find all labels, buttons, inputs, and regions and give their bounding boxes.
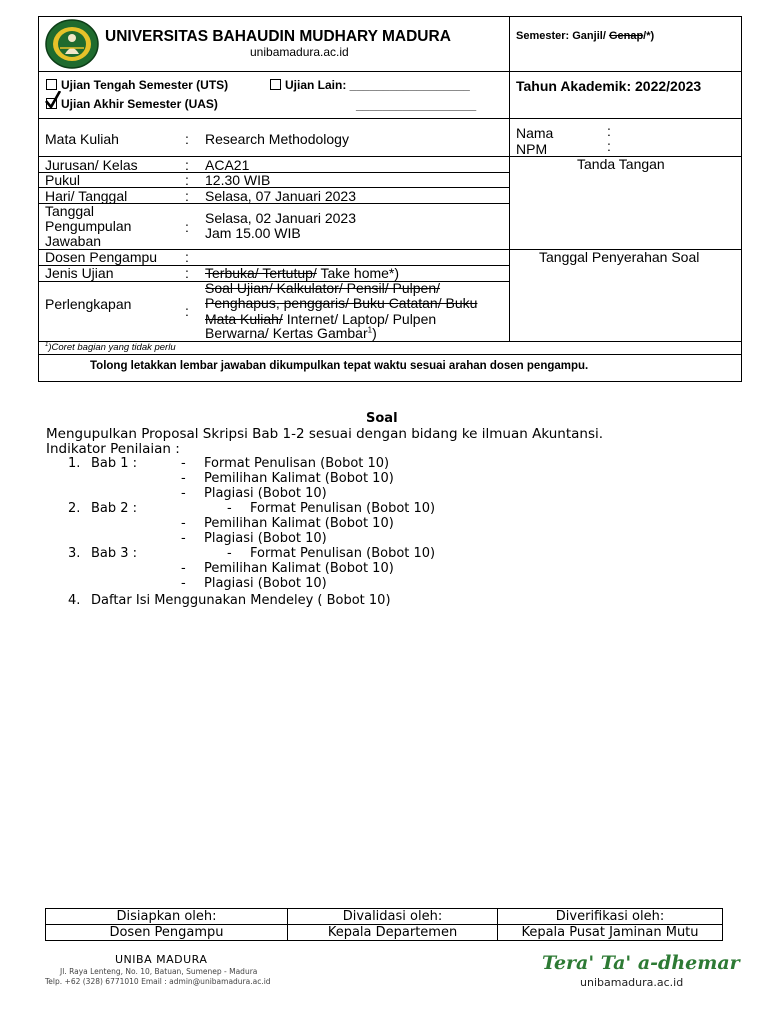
tanggal-penyerahan-label: Tanggal Penyerahan Soal	[539, 249, 700, 265]
list-item: Format Penulisan (Bobot 10)	[204, 456, 390, 471]
table-cell: Kepala Departemen	[288, 925, 498, 941]
exam-other-blank: __________________	[356, 98, 477, 112]
colon: :	[185, 219, 189, 235]
list-bullet: -	[181, 531, 186, 546]
item-label: Bab 2 :	[91, 501, 138, 516]
list-bullet: -	[181, 561, 186, 576]
field-label-mata-kuliah: Mata Kuliah	[45, 131, 119, 147]
field-label-hari: Hari/ Tanggal	[45, 188, 128, 204]
footer-address: Jl. Raya Lenteng, No. 10, Batuan, Sumenep - Madura	[60, 967, 258, 976]
perlengkapan-line-4: Berwarna/ Kertas Gambar$^1$)	[205, 325, 377, 341]
checkbox-uas[interactable]	[46, 98, 57, 109]
colon: :	[607, 138, 611, 154]
item-number: 4.	[68, 593, 81, 608]
colon: :	[607, 123, 611, 139]
item-number: 1.	[68, 456, 81, 471]
field-label-perlengkapan: Perlengkapan	[45, 296, 132, 312]
list-bullet: -	[181, 576, 186, 591]
field-value-jenis-ujian: Terbuka/ Tertutup/ Take home*)	[205, 265, 400, 281]
field-value-hari: Selasa, 07 Januari 2023	[205, 188, 356, 204]
list-bullet: -	[181, 516, 186, 531]
indikator-label: Indikator Penilaian :	[46, 441, 180, 457]
field-value-tanggal-2: Jam 15.00 WIB	[205, 225, 301, 241]
list-bullet: -	[181, 486, 186, 501]
field-label-tanggal-2: Pengumpulan	[45, 218, 132, 234]
exam-uas-option[interactable]: Ujian Akhir Semester (UAS)	[46, 97, 218, 111]
list-item: Pemilihan Kalimat (Bobot 10)	[204, 561, 394, 576]
list-bullet: -	[181, 456, 186, 471]
field-label-pukul: Pukul	[45, 172, 81, 188]
list-item: Pemilihan Kalimat (Bobot 10)	[204, 471, 394, 486]
table-cell: Disiapkan oleh:	[46, 909, 288, 925]
field-value-mata-kuliah: Research Methodology	[205, 131, 349, 147]
university-logo-icon	[44, 18, 100, 70]
nama-label: Nama	[516, 125, 554, 141]
list-item: Format Penulisan (Bobot 10)	[250, 501, 436, 516]
list-item: Format Penulisan (Bobot 10)	[250, 546, 436, 561]
field-label-jurusan: Jurusan/ Kelas	[45, 157, 138, 173]
university-name: UNIVERSITAS BAHAUDIN MUDHARY MADURA	[105, 28, 451, 45]
soal-title: Soal	[366, 411, 398, 426]
footer-website: unibamadura.ac.id	[580, 976, 684, 989]
footnote: $^1$)Coret bagian yang tidak perlu	[45, 342, 176, 354]
checkmark-icon	[45, 91, 61, 109]
perlengkapan-line-1: Soal Ujian/ Kalkulator/ Pensil/ Pulpen/	[205, 280, 441, 296]
list-bullet: -	[227, 501, 232, 516]
exam-uts-option[interactable]: Ujian Tengah Semester (UTS)	[46, 78, 228, 92]
colon: :	[185, 157, 189, 173]
footer-motto: Tera' Ta' a-dhemar	[542, 952, 740, 974]
field-value-jurusan: ACA21	[205, 157, 250, 173]
field-label-tanggal-3: Jawaban	[45, 233, 102, 249]
checkbox-other[interactable]	[270, 79, 281, 90]
field-label-tanggal-1: Tanggal	[45, 203, 95, 219]
list-item: Pemilihan Kalimat (Bobot 10)	[204, 516, 394, 531]
semester-label: Semester: Ganjil/ Genap/*)	[516, 30, 655, 42]
academic-year: Tahun Akademik: 2022/2023	[516, 78, 702, 94]
table-row	[46, 925, 723, 941]
list-item: Plagiasi (Bobot 10)	[204, 486, 327, 501]
exam-other-option[interactable]: Ujian Lain: __________________	[270, 78, 470, 92]
item-number: 2.	[68, 501, 81, 516]
colon: :	[185, 303, 189, 319]
field-value-tanggal-1: Selasa, 02 Januari 2023	[205, 210, 356, 226]
soal-intro: Mengupulkan Proposal Skripsi Bab 1-2 sesuai dengan bidang ke ilmuan Akuntansi.	[46, 426, 604, 442]
item-text: Daftar Isi Menggunakan Mendeley ( Bobot 10)	[91, 593, 391, 608]
list-bullet: -	[227, 546, 232, 561]
column-divider	[509, 16, 510, 341]
notice-text: Tolong letakkan lembar jawaban dikumpulkan tepat waktu sesuai arahan dosen pengampu.	[90, 360, 589, 372]
footer-contact: Telp. +62 (328) 6771010 Email : admin@unibamadura.ac.id	[45, 977, 271, 986]
colon: :	[185, 131, 189, 147]
table-cell: Diverifikasi oleh:	[498, 909, 723, 925]
colon: :	[185, 172, 189, 188]
item-label: Bab 3 :	[91, 546, 138, 561]
item-label: Bab 1 :	[91, 456, 138, 471]
table-cell: Dosen Pengampu	[46, 925, 288, 941]
university-website: unibamadura.ac.id	[250, 45, 349, 59]
colon: :	[185, 188, 189, 204]
colon: :	[185, 249, 189, 265]
table-row	[46, 909, 723, 925]
field-label-jenis-ujian: Jenis Ujian	[45, 265, 114, 281]
perlengkapan-line-2: Penghapus, penggaris/ Buku Catatan/ Buku	[205, 295, 478, 311]
item-number: 3.	[68, 546, 81, 561]
field-label-dosen: Dosen Pengampu	[45, 249, 158, 265]
checkbox-uts[interactable]	[46, 79, 57, 90]
divider	[38, 118, 742, 119]
colon: :	[185, 265, 189, 281]
npm-label: NPM	[516, 141, 548, 157]
field-value-pukul: 12.30 WIB	[205, 172, 271, 188]
perlengkapan-line-3: Mata Kuliah/ Internet/ Laptop/ Pulpen	[205, 311, 437, 327]
table-cell: Divalidasi oleh:	[288, 909, 498, 925]
list-item: Plagiasi (Bobot 10)	[204, 576, 327, 591]
list-item: Plagiasi (Bobot 10)	[204, 531, 327, 546]
footer-brand: UNIBA MADURA	[115, 953, 208, 966]
list-bullet: -	[181, 471, 186, 486]
divider	[38, 354, 742, 355]
tanda-tangan-label: Tanda Tangan	[577, 156, 665, 172]
table-cell: Kepala Pusat Jaminan Mutu	[498, 925, 723, 941]
signature-table	[45, 908, 723, 941]
divider	[38, 71, 742, 72]
